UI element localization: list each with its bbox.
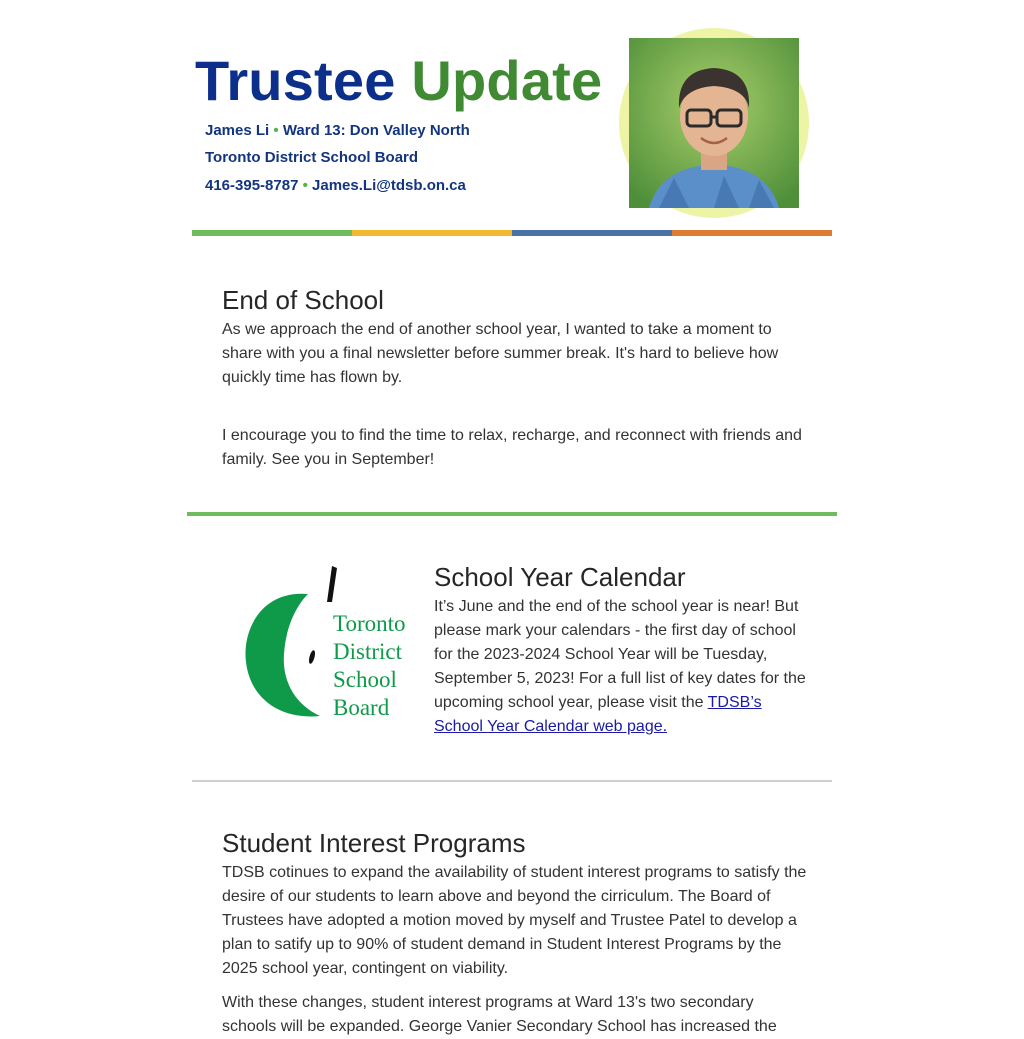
end-of-school-paragraph-2: I encourage you to find the time to relax, recharge, and reconnect with friends and family. See you in September! — [222, 427, 802, 468]
logo-line: School — [333, 667, 397, 692]
color-bar-green — [192, 230, 352, 236]
logo-line: Toronto — [333, 611, 406, 636]
interest-programs-heading: Student Interest Programs — [222, 828, 526, 858]
interest-programs-paragraph-1: TDSB cotinues to expand the availability of student interest programs to satisfy the desire of our students to learn above and beyond the cirriculum. The Board of Trustees have adopted a motion moved by myself and Trustee Patel to develop a plan to satify up to 90% of student demand in Student Interest Programs by the 2025 school year, contingent on viability. — [222, 864, 807, 977]
calendar-heading: School Year Calendar — [434, 562, 686, 592]
trustee-photo-frame — [619, 28, 809, 218]
phone-number: 416-395-8787 — [205, 177, 299, 194]
logo-line: Board — [333, 695, 390, 720]
end-of-school-heading: End of School — [222, 285, 384, 315]
title-trustee: Trustee — [195, 49, 396, 112]
separator-dot: • — [273, 122, 279, 139]
header-color-bar — [192, 230, 832, 236]
newsletter-title — [195, 48, 602, 114]
title-update: Update — [411, 49, 603, 112]
color-bar-yellow — [352, 230, 512, 236]
color-bar-blue — [512, 230, 672, 236]
section-divider-green — [187, 512, 837, 516]
apple-stem — [327, 566, 337, 602]
board-line — [205, 149, 418, 167]
trustee-name: James Li — [205, 122, 270, 139]
email-address[interactable]: James.Li@tdsb.on.ca — [312, 177, 466, 194]
color-bar-orange — [672, 230, 832, 236]
ward-label: Ward 13: Don Valley North — [282, 122, 470, 139]
end-of-school-paragraph-1: As we approach the end of another school year, I wanted to take a moment to share with you a final newsletter before summer break. It's hard to believe how quickly time has flown by. — [222, 321, 779, 386]
board-name: Toronto District School Board — [205, 149, 419, 166]
calendar-paragraph — [434, 595, 809, 739]
trustee-photo — [629, 38, 799, 208]
separator-dot: • — [302, 177, 308, 194]
apple-shape — [245, 594, 320, 717]
interest-programs-paragraph-2: With these changes, student interest programs at Ward 13's two secondary schools will be expanded. George Vanier Secondary School has increased the — [222, 994, 777, 1035]
trustee-name-line — [205, 122, 470, 140]
section-divider-gray — [192, 780, 832, 782]
logo-line: District — [333, 639, 402, 664]
calendar-web-page-link[interactable]: TDSB’s School Year Calendar web page. — [434, 694, 762, 735]
calendar-text: It’s June and the end of the school year is near! But please mark your calendars - the first day of school for the 2023-2024 School Year will be Tuesday, September 5, 2023! For a full list of key dates for the upcoming school year, please visit the — [434, 598, 806, 711]
tdsb-logo — [240, 562, 420, 722]
contact-line — [205, 177, 466, 195]
